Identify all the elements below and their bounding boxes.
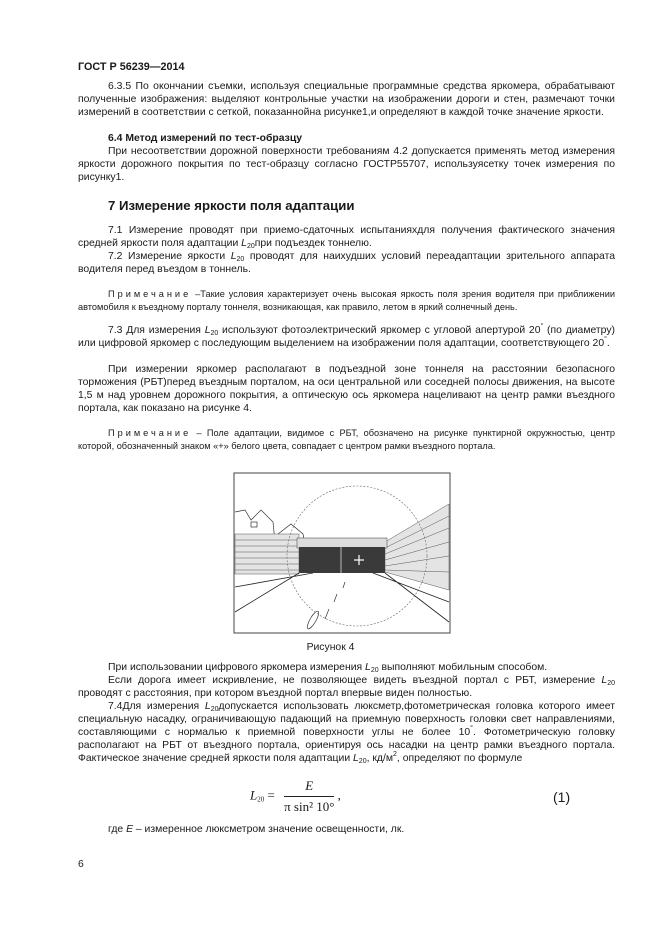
page-number: 6 — [78, 859, 84, 870]
section-7-heading: 7 Измерение яркости поля адаптации — [108, 198, 355, 213]
paragraph-where: где E – измеренное люксметром значение освещенности, лк. — [108, 824, 405, 835]
formula-1: $L_{20}$ = $\frac{E}{\text{π sin² 10°}}$ , — [250, 778, 341, 814]
paragraph-digital: При использовании цифрового яркомера измерения $L_{20}$ выполняют мобильным способом. — [108, 662, 548, 674]
equation-number: (1) — [553, 789, 571, 805]
figure-caption: Рисунок 4 — [306, 642, 355, 653]
paragraph-7-2: 7.2 Измерение яркости $L_{20}$ проводят для наихудших условий переадаптации зрительного аппарата водителя перед въездом в тоннель. — [78, 251, 615, 275]
document-header: ГОСТ Р 56239—2014 — [78, 61, 185, 73]
paragraph-6-4: При несоответствии дорожной поверхности требованиям 4.2 допускается применять метод измерения яркости дорожного покрытия по тест-образцу согласно ГОСТР55707, используясетку точек измерения по рисунку1. — [78, 146, 615, 183]
paragraph-7-1: 7.1 Измерение проводят при приемо-сдаточных испытанияхдля получения фактического значения средней яркости поля адаптации $L_{20}при$ подъездек тоннелю. — [78, 225, 615, 250]
paragraph-curve: Если дорога имеет искривление, не позволяющее видеть въездной портал с РБТ, измерение $L_{20}$ проводят с расстояния, при котором въездной портал впервые виден полностью. — [78, 675, 615, 699]
note-1: Примечание –Такие условия характеризует очень высокая яркость поля зрения водителя при приближении автомобиля к въездному порталу тоннеля, возникающая, как правило, летом в яркий солнечный день. — [78, 289, 615, 312]
tunnel-entrance — [299, 547, 385, 573]
left-wall — [235, 534, 299, 574]
figure-4-tunnel-illustration — [233, 472, 451, 634]
paragraph-7-3: 7.3 Для измерения $L_{20}$ используют фотоэлектрический яркомер с угловой апертурой 20° (по диаметру) или цифровой яркомер с последующим выделением на изображении поля адаптации, соответствующего 20°. — [78, 323, 615, 349]
heading-6-4: 6.4 Метод измерений по тест-образцу — [108, 133, 303, 144]
paragraph-6-3-5: 6.3.5 По окончании съемки, используя специальные программные средства яркомера, обрабатывают полученные изображения: выделяют контрольные участки на изображении дороги и стен, размечают точки измерений в соответствии с сеткой, показаннойна рисунке1,и определяют в каждой точке значение яркости. — [78, 81, 615, 118]
paragraph-7-4: 7.4Для измерения $L_{20}допускается$ использовать люксметр,фотометрическая головка которого имеет специальную насадку, ограничивающую падающий на приемную поверхность головки свет направлениями, составляющими с нормалью к приемной поверхности углы не более 10°. Фотометрическую головку располагают на РБТ от въездного портала, ориентируя ось насадки на центр рамки въездного портала. Фактическое значение средней яркости поля адаптации $L_{20}$, $кд/м^2$, определяют по формуле — [78, 701, 616, 765]
fraction: $\frac{E}{\text{π sin² 10°}}$ — [284, 778, 335, 814]
tunnel-portal-frame — [297, 538, 387, 548]
paragraph-position: При измерении яркомер располагают в подъездной зоне тоннеля на расстоянии безопасного торможения (РБТ)перед въездным порталом, на оси центральной или соседней полосы движения, на высоте 1,5 м над уровнем дорожного покрытия, а оптическую ось яркомера нацеливают на центр рамки въездного портала, как показано на рисунке 4. — [78, 364, 615, 414]
note-2: Примечание – Поле адаптации, видимое с РБТ, обозначено на рисунке пунктирной окружностью, центр которой, обозначенный знаком «+» белого цвета, совпадает с центром рамки въездного портала. — [78, 428, 615, 451]
